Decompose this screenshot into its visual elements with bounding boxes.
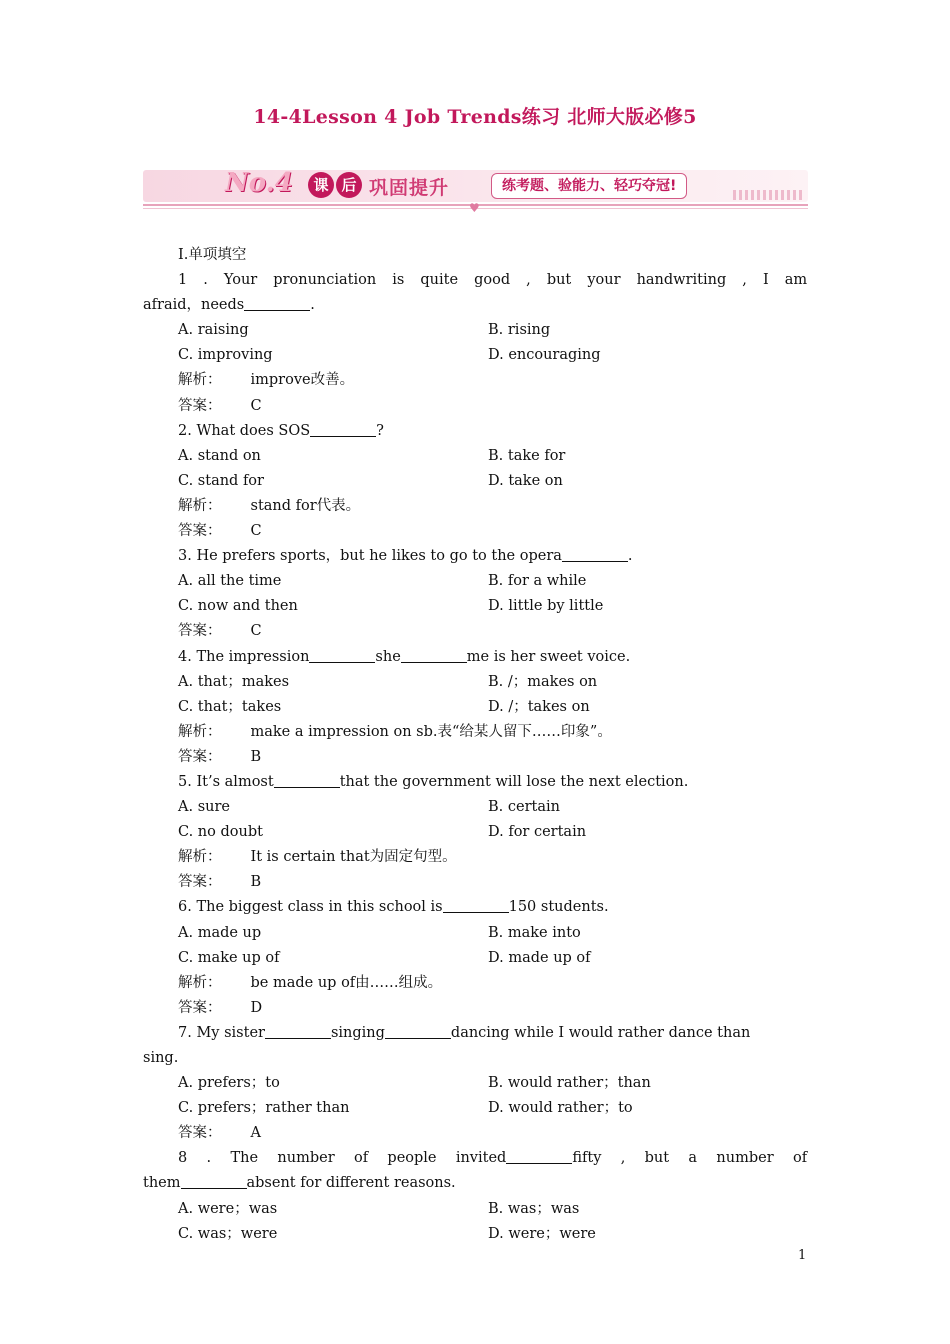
question-2-answer: 答案： C: [178, 523, 262, 540]
section-banner: [143, 162, 808, 220]
answer-blank: [401, 645, 467, 663]
question-5-answer: 答案： B: [178, 874, 262, 891]
answer-blank: [562, 544, 628, 562]
question-2: 2. What does SOS ?: [143, 419, 807, 444]
question-7-line-1: 7. My sister singing dancing while I would rather dance than: [143, 1021, 807, 1046]
banner-circle-char: 课: [308, 172, 334, 198]
question-5-options-ab: A. sure B. certain: [178, 799, 560, 816]
question-5-options-cd: C. no doubt D. for certain: [178, 824, 587, 841]
question-6: 6. The biggest class in this school is 150 students.: [143, 895, 807, 920]
answer-blank: [443, 895, 509, 913]
question-8-line-1: 8 . The number of people invited fifty , but a number of: [143, 1146, 807, 1171]
question-4-options-cd: C. that；takes D. /；takes on: [178, 698, 590, 715]
question-3-options-cd: C. now and then D. little by little: [178, 598, 604, 615]
answer-blank: [265, 1021, 331, 1039]
answer-blank: [385, 1021, 451, 1039]
banner-circle-char: 后: [336, 172, 362, 198]
page-title: 14-4Lesson 4 Job Trends练习 北师大版必修5: [253, 106, 697, 128]
question-1-options-cd: C. improving D. encouraging: [178, 347, 601, 364]
answer-blank: [506, 1146, 572, 1164]
answer-blank: [309, 645, 375, 663]
question-7-options-cd: C. prefers；rather than D. would rather；to: [178, 1100, 633, 1117]
answer-blank: [181, 1171, 247, 1189]
question-8-options-ab: A. were；was B. was；was: [178, 1200, 580, 1217]
banner-slogan: 练考题、验能力、轻巧夺冠!: [491, 173, 687, 199]
question-8-line-2: them absent for different reasons.: [143, 1171, 807, 1196]
question-4: 4. The impression she me is her sweet voice.: [143, 645, 807, 670]
page-number: 1: [798, 1248, 807, 1263]
banner-dots: [733, 190, 803, 200]
question-7-options-ab: A. prefers；to B. would rather；than: [178, 1075, 651, 1092]
exercise-content: [143, 243, 807, 1247]
question-6-options-ab: A. made up B. make into: [178, 924, 581, 941]
question-1-options-ab: A. raising B. rising: [178, 322, 551, 339]
question-7-answer: 答案： A: [178, 1125, 261, 1142]
answer-blank: [274, 770, 340, 788]
question-5-analysis: 解析： It is certain that为固定句型。: [178, 849, 457, 866]
question-3: 3. He prefers sports，but he likes to go to the opera .: [143, 544, 807, 569]
banner-heading: 巩固提升: [369, 177, 450, 199]
question-3-answer: 答案： C: [178, 623, 262, 640]
question-1-line-2: afraid，needs .: [143, 293, 807, 318]
section-heading: Ⅰ.单项填空: [178, 247, 247, 263]
question-3-options-ab: A. all the time B. for a while: [178, 573, 587, 590]
question-6-answer: 答案： D: [178, 999, 263, 1016]
question-2-options-cd: C. stand for D. take on: [178, 472, 563, 489]
question-1-line-1: 1 . Your pronunciation is quite good , but your handwriting , I am: [178, 272, 808, 289]
heart-icon: ♥: [469, 201, 480, 215]
question-1-answer: 答案： C: [178, 397, 262, 414]
question-6-options-cd: C. make up of D. made up of: [178, 949, 591, 966]
banner-number: No.4: [225, 168, 293, 198]
question-4-options-ab: A. that；makes B. /；makes on: [178, 673, 598, 690]
question-4-answer: 答案： B: [178, 748, 262, 765]
answer-blank: [244, 293, 310, 311]
answer-blank: [310, 419, 376, 437]
question-5: 5. It’s almost that the government will lose the next election.: [143, 770, 807, 795]
question-2-analysis: 解析： stand for代表。: [178, 497, 361, 514]
question-1-analysis: 解析： improve改善。: [178, 372, 355, 389]
question-6-analysis: 解析： be made up of由……组成。: [178, 974, 443, 991]
question-4-analysis: 解析： make a impression on sb.表“给某人留下……印象”。: [178, 723, 612, 740]
question-7-line-2: sing.: [143, 1050, 179, 1066]
question-8-options-cd: C. was；were D. were；were: [178, 1225, 596, 1242]
question-2-options-ab: A. stand on B. take for: [178, 447, 566, 464]
